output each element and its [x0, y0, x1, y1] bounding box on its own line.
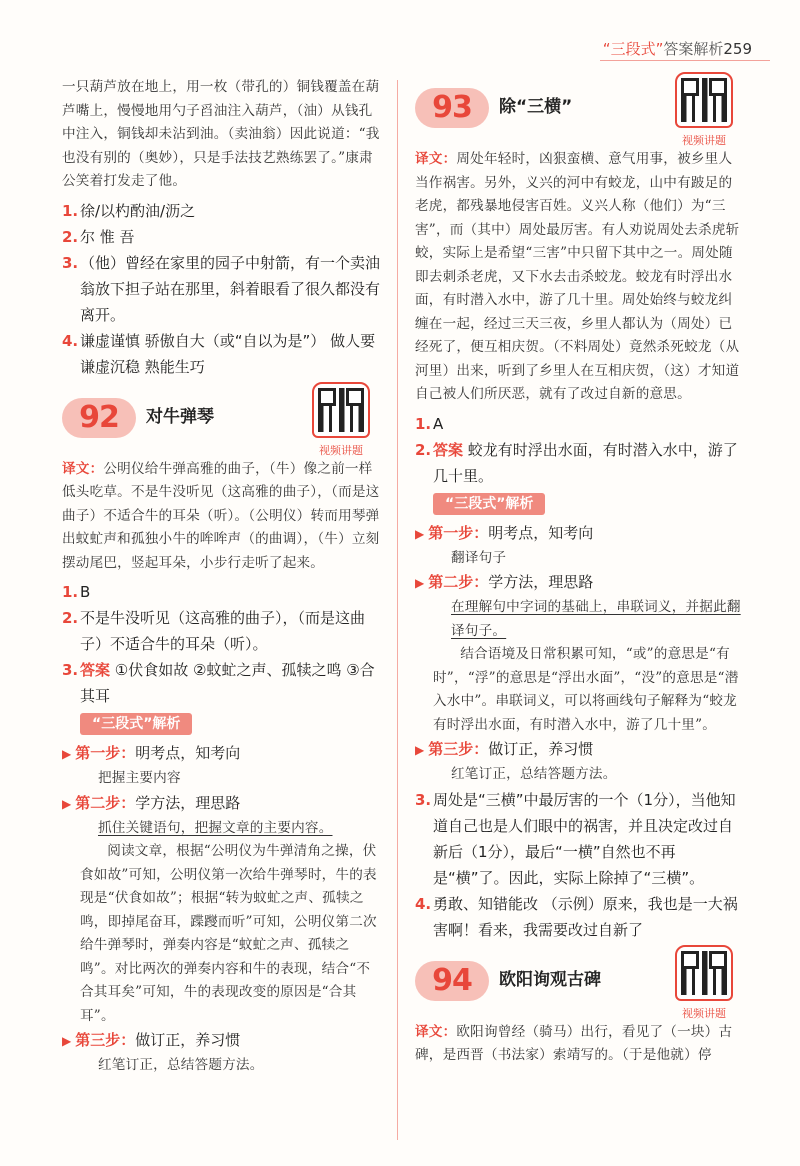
page-number: 259 [723, 40, 752, 58]
answer-item: 1. B [62, 583, 91, 601]
analysis-pill: “三段式”解析 [80, 713, 192, 735]
answer-item: 3. （他）曾经在家里的园子中射箭，有一个卖油翁放下担子站在那里，斜着眼看了很久都没有离开。 [62, 253, 381, 324]
step-2: ▶ 第二步：学方法，理思路 [415, 573, 594, 591]
section-number-badge: 94 [415, 961, 489, 1001]
answer-item: 1. 徐/以杓酌油/沥之 [62, 201, 196, 220]
translation-92: 译文：公明仪给牛弹高雅的曲子，（牛）像之前一样低头吃草。不是牛没听见（这高雅的曲子），（而是这曲子）不适合牛的耳朵（听）。（公明仪）转而用琴弹出蚊虻声和孤独小牛的哞哞声（的曲调），（牛）立刻摆动尾巴，竖起耳朵，小步行走听了起来。 [62, 460, 380, 571]
video-qr-code[interactable] [312, 382, 370, 463]
step-3: ▶ 第三步：做订正，养习惯 [62, 1031, 241, 1049]
step-2-paragraph: 阅读文章，根据“公明仪为牛弹清角之操，伏食如故”可知，公明仪第一次给牛弹琴时，牛的表现是“伏食如故”；根据“转为蚊虻之声、孤犊之鸣，即掉尾奋耳，蹀躞而听”可知，公明仪第二次给牛弹琴时，弹奏内容是“蚊虻之声、孤犊之鸣”。对比两次的弹奏内容和牛的表现，结合“不合其耳矣”可知，牛的表现改变的原因是“合其耳”。 [80, 843, 377, 1024]
page-header [603, 38, 752, 59]
section-title: 对牛弹琴 [146, 406, 214, 427]
step-1-text: 翻译句子 [451, 549, 507, 566]
arrow-right-icon: ▶ [62, 1034, 72, 1048]
answers-93-cont [415, 787, 743, 943]
qr-code-icon [318, 388, 364, 432]
answer-item: 1. A [415, 414, 444, 433]
video-qr-code[interactable] [675, 945, 733, 1026]
step-2-paragraph: 结合语境及日常积累可知，“或”的意思是“有时”，“浮”的意思是“浮出水面”，“没”的意思是“潜入水中”。串联词义，可以将画线句子解释为“蛟龙有时浮出水面，有时潜入水中，游了几十里”。 [433, 646, 739, 733]
header-label: “三段式” [602, 40, 664, 58]
translation-94: 译文：欧阳询曾经（骑马）出行，看见了（一块）古碑，是西晋（书法家）索靖写的。（于是他就）停 [415, 1023, 733, 1063]
section-92-heading [62, 390, 380, 457]
step-1: ▶ 第一步：明考点，知考向 [62, 744, 241, 762]
qr-label: 视频讲题 [319, 443, 363, 457]
answer-item: 3. 答案 ①伏食如故 ②蚊虻之声、孤犊之鸣 ③合其耳 [62, 661, 375, 705]
answer-item: 2. 答案 蛟龙有时浮出水面，有时潜入水中，游了几十里。 [415, 440, 738, 485]
answer-item: 2. 不是牛没听见（这高雅的曲子），（而是这曲子）不适合牛的耳朵（听）。 [62, 609, 366, 653]
step-1-text: 把握主要内容 [98, 770, 181, 786]
arrow-right-icon: ▶ [415, 743, 425, 757]
section-93-heading [415, 80, 743, 147]
step-1: ▶ 第一步：明考点，知考向 [415, 523, 594, 542]
step-2: ▶ 第二步：学方法，理思路 [62, 793, 241, 812]
qr-code-icon [681, 78, 727, 122]
answer-item: 4. 谦虚谨慎 骄傲自大（或“自以为是”） 做人要谦虚沉稳 熟能生巧 [62, 331, 376, 376]
step-3-text: 红笔订正，总结答题方法。 [451, 766, 617, 782]
answers-92 [62, 579, 380, 709]
section-number-badge: 93 [415, 88, 489, 128]
step-3-text: 红笔订正，总结答题方法。 [98, 1057, 264, 1073]
answer-item: 3. 周处是“三横”中最厉害的一个（1分），当他知道自己也是人们眼中的祸害，并且决定改过自新后（1分），最后“一横”自然也不再是“横”了。因此，实际上除掉了“三横”。 [415, 790, 736, 887]
header-rule [600, 60, 770, 61]
step-2-text: 在理解句中字词的基础上，串联词义，并据此翻译句子。 [451, 599, 741, 639]
qr-code-icon [681, 951, 727, 995]
arrow-right-icon: ▶ [62, 796, 72, 811]
right-column [415, 76, 743, 1068]
continued-translation: 一只葫芦放在地上，用一枚（带孔的）铜钱覆盖在葫芦嘴上，慢慢地用勺子舀油注入葫芦，（油）从钱孔中注入，铜钱却未沾到油。（卖油翁）因此说道：“我也没有别的（奥妙），只是手法技艺熟练罢了。”康肃公笑着打发走了他。 [62, 79, 380, 189]
answers-93 [415, 411, 743, 489]
section-title: 欧阳询观古碑 [499, 969, 601, 990]
answers-91 [62, 198, 380, 380]
answer-item: 2. 尔 惟 吾 [62, 227, 135, 246]
left-column [62, 76, 380, 1078]
section-number-badge: 92 [62, 398, 136, 438]
arrow-right-icon: ▶ [62, 747, 72, 761]
step-2-text: 抓住关键语句，把握文章的主要内容。 [98, 819, 333, 836]
column-divider [397, 80, 398, 1140]
step-3: ▶ 第三步：做订正，养习惯 [415, 740, 594, 758]
header-label-rest: 答案解析 [663, 40, 724, 58]
section-94-heading [415, 953, 743, 1020]
qr-label: 视频讲题 [682, 1006, 726, 1020]
section-title: 除“三横” [499, 97, 573, 117]
video-qr-code[interactable] [675, 72, 733, 153]
qr-label: 视频讲题 [682, 134, 726, 147]
arrow-right-icon: ▶ [415, 576, 425, 590]
translation-93: 译文：周处年轻时，凶狠蛮横、意气用事，被乡里人当作祸害。另外，义兴的河中有蛟龙，山中有跛足的老虎，都残暴地侵害百姓。义兴人称（他们）为“三害”，而（其中）周处最厉害。有人劝说周处去杀虎斩蛟，实际上是希望“三害”中只留下其中之一。周处随即去刺杀老虎，又下水去击杀蛟龙。蛟龙有时浮出水面，有时潜入水中，游了几十里。周处始终与蛟龙纠缠在一起，经过三天三夜，乡里人都认为（周处）已经死了，便互相庆贺。（不料周处）竟然杀死蛟龙（从河里）出来，听到了乡里人在互相庆贺，（这）才知道自己被人们所厌恶，就有了改过自新的意思。 [415, 151, 740, 402]
answer-item: 4. 勇敢、知错能改 （示例）原来，我也是一大祸害啊！看来，我需要改过自新了 [415, 894, 738, 939]
arrow-right-icon: ▶ [415, 526, 425, 541]
analysis-pill: “三段式”解析 [433, 493, 545, 515]
